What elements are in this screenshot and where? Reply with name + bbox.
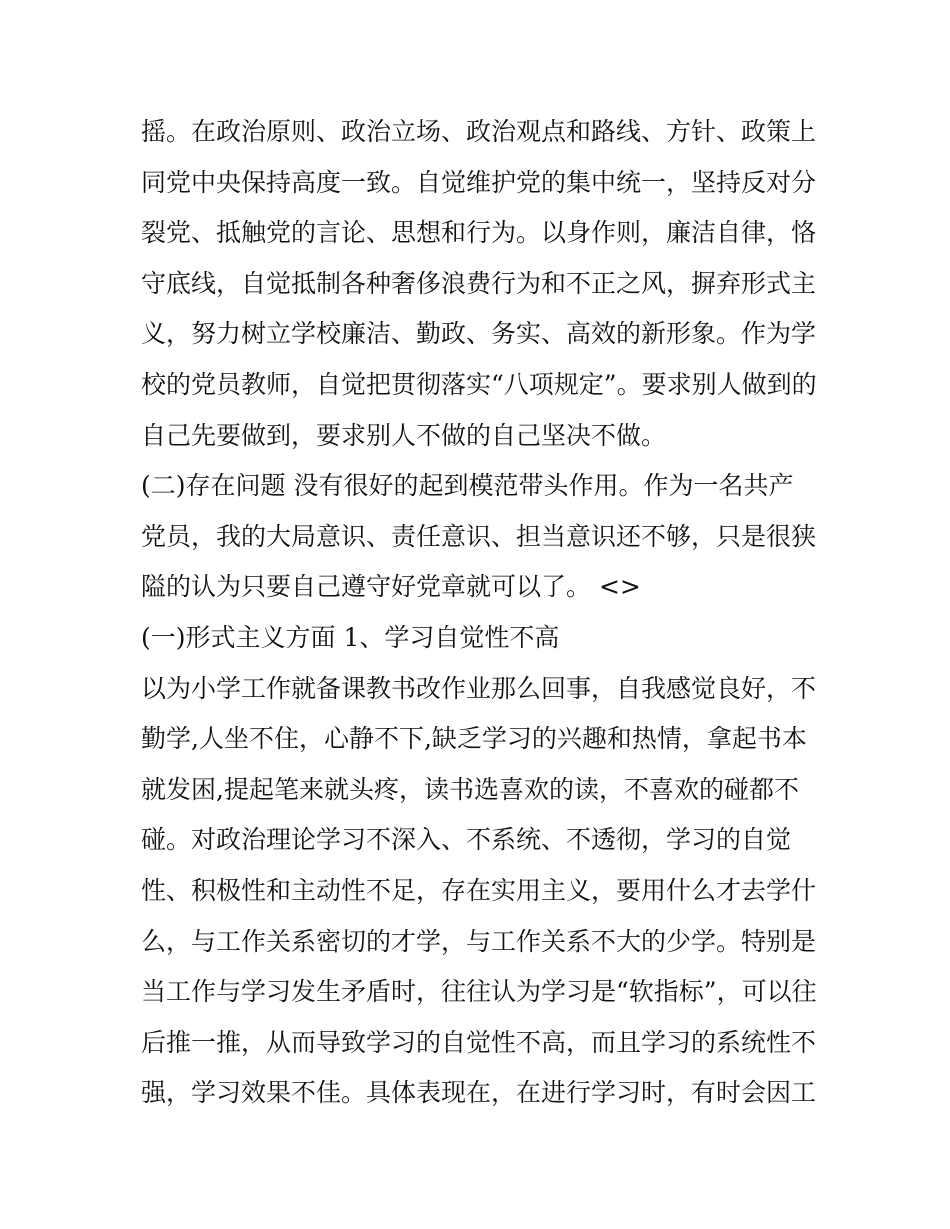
text-line: 校的党员教师，自觉把贯彻落实“八项规定”。要求别人做到的: [141, 369, 817, 399]
document-body: [141, 107, 821, 1119]
text-line: 摇。在政治原则、政治立场、政治观点和路线、方针、政策上: [141, 117, 817, 146]
text-line: 碰。对政治理论学习不深入、不系统、不透彻，学习的自觉: [141, 825, 792, 855]
text-line: (二)存在问题 没有很好的起到模范带头作用。作为一名共产: [141, 471, 794, 501]
text-line: 自己先要做到，要求别人不做的自己坚决不做。: [141, 420, 667, 450]
text-line: 隘的认为只要自己遵守好党章就可以了。 <>: [141, 572, 641, 602]
text-line: 当工作与学习发生矛盾时，往往认为学习是“软指标”，可以往: [141, 977, 817, 1007]
text-line: (一)形式主义方面 1、学习自觉性不高: [141, 622, 560, 652]
text-line: 么，与工作关系密切的才学，与工作关系不大的少学。特别是: [141, 926, 817, 956]
text-line: 裂党、抵触党的言论、思想和行为。以身作则，廉洁自律，恪: [141, 218, 817, 248]
text-line: 同党中央保持高度一致。自觉维护党的集中统一，坚持反对分: [141, 167, 817, 197]
text-line: 勤学,人坐不住，心静不下,缺乏学习的兴趣和热情，拿起书本: [141, 724, 807, 754]
text-line: 义，努力树立学校廉洁、勤政、务实、高效的新形象。作为学: [141, 319, 817, 349]
text-line: 守底线，自觉抵制各种奢侈浪费行为和不正之风，摒弃形式主: [141, 268, 817, 298]
text-line: 党员，我的大局意识、责任意识、担当意识还不够，只是很狭: [141, 521, 817, 551]
text-line: 以为小学工作就备课教书改作业那么回事，自我感觉良好，不: [141, 673, 817, 703]
text-line: 性、积极性和主动性不足，存在实用主义，要用什么才去学什: [141, 875, 817, 905]
text-line: 后推一推，从而导致学习的自觉性不高，而且学习的系统性不: [141, 1027, 817, 1057]
text-line: 强，学习效果不佳。具体表现在，在进行学习时，有时会因工: [141, 1078, 817, 1108]
text-line: 就发困,提起笔来就头疼，读书选喜欢的读，不喜欢的碰都不: [141, 774, 799, 804]
